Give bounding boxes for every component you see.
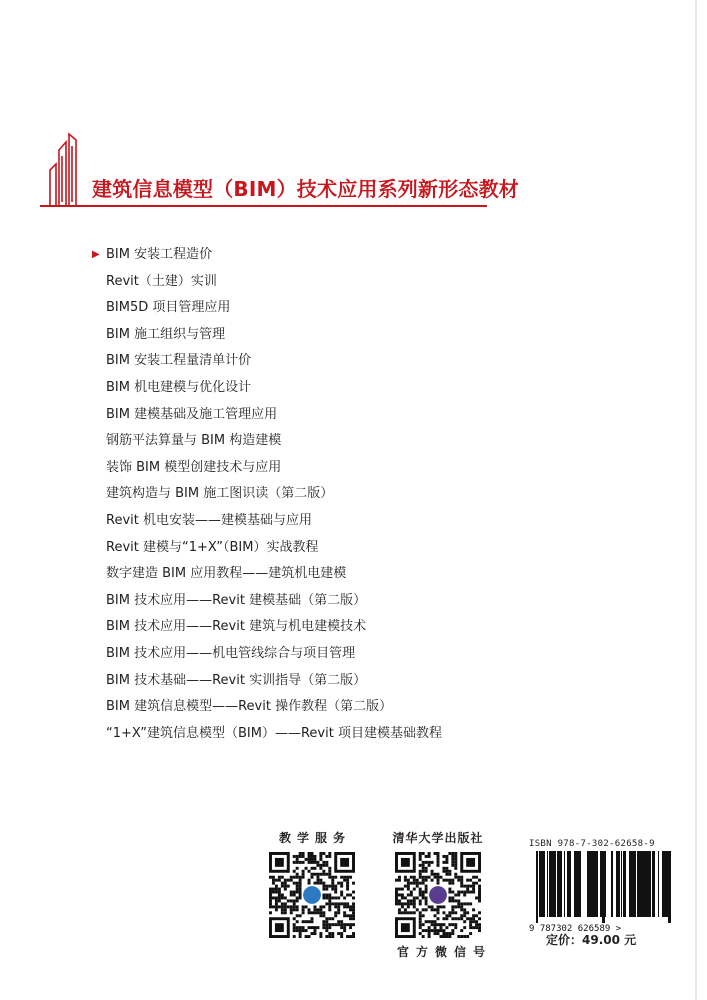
book-list-item	[106, 511, 442, 538]
book-list-item	[106, 298, 442, 325]
teaching-service-qr-code[interactable]	[269, 852, 355, 938]
book-list-item	[106, 538, 442, 565]
teaching-service-label: 教学服务	[278, 831, 351, 845]
book-title: BIM 建筑信息模型——Revit 操作教程（第二版）	[106, 699, 393, 715]
book-list-item	[106, 564, 442, 591]
book-list-item	[106, 697, 442, 724]
book-title: BIM 技术基础——Revit 实训指导（第二版）	[106, 672, 367, 688]
book-list-item	[106, 405, 442, 432]
isbn-barcode	[529, 851, 677, 933]
book-list-item	[92, 245, 442, 272]
book-list-item	[106, 644, 442, 671]
teaching-service-qr-block	[268, 829, 356, 938]
book-list-item	[106, 351, 442, 378]
qr-center-logo-icon	[303, 886, 321, 904]
isbn-block	[529, 839, 677, 933]
publisher-qr-block	[390, 829, 493, 960]
book-title: 装饰 BIM 模型创建技术与应用	[106, 459, 282, 475]
building-logo-icon	[40, 132, 86, 206]
book-list-item	[106, 591, 442, 618]
book-list-item	[106, 325, 442, 352]
barcode-digits: 9 787302 626589 >	[529, 924, 622, 933]
book-title: Revit（土建）实训	[106, 273, 217, 289]
book-title: BIM 技术应用——机电管线综合与项目管理	[106, 645, 356, 661]
book-title: 钢筋平法算量与 BIM 构造建模	[106, 433, 282, 449]
book-list-item	[106, 484, 442, 511]
current-book-marker-icon: ▶	[92, 249, 100, 260]
book-list-item	[106, 431, 442, 458]
book-list-item	[106, 671, 442, 698]
book-list-item	[106, 378, 442, 405]
book-title: BIM 机电建模与优化设计	[106, 379, 252, 395]
spine-edge	[695, 0, 697, 1000]
book-title: 建筑构造与 BIM 施工图识读（第二版）	[106, 486, 334, 502]
title-rule	[40, 205, 487, 207]
isbn-text: ISBN 978-7-302-62658-9	[529, 839, 655, 849]
book-list-item	[106, 458, 442, 485]
book-list-item	[106, 724, 442, 751]
book-title: BIM 安装工程造价	[106, 247, 213, 262]
book-title: “1+X”建筑信息模型（BIM）——Revit 项目建模基础教程	[106, 725, 442, 741]
book-title: BIM 建模基础及施工管理应用	[106, 406, 278, 422]
price-label: 定价：49.00 元	[546, 933, 637, 947]
book-title: BIM 技术应用——Revit 建模基础（第二版）	[106, 592, 367, 608]
book-list-item	[106, 272, 442, 299]
book-title: BIM 技术应用——Revit 建筑与机电建模技术	[106, 619, 367, 635]
book-list	[92, 245, 442, 750]
book-title: BIM5D 项目管理应用	[106, 300, 231, 316]
book-list-item	[106, 617, 442, 644]
qr-center-logo-icon	[429, 886, 447, 904]
book-title: 数字建造 BIM 应用教程——建筑机电建模	[106, 566, 347, 582]
official-wechat-qr-code[interactable]	[395, 852, 481, 938]
book-title: Revit 机电安装——建模基础与应用	[106, 512, 312, 528]
book-title: BIM 施工组织与管理	[106, 326, 226, 342]
book-title: Revit 建模与“1+X”（BIM）实战教程	[106, 539, 319, 555]
publisher-label: 清华大学出版社	[392, 831, 484, 845]
official-wechat-label: 官方微信号	[397, 945, 493, 959]
book-title: BIM 安装工程量清单计价	[106, 353, 252, 369]
series-title: 建筑信息模型（BIM）技术应用系列新形态教材	[92, 177, 519, 201]
